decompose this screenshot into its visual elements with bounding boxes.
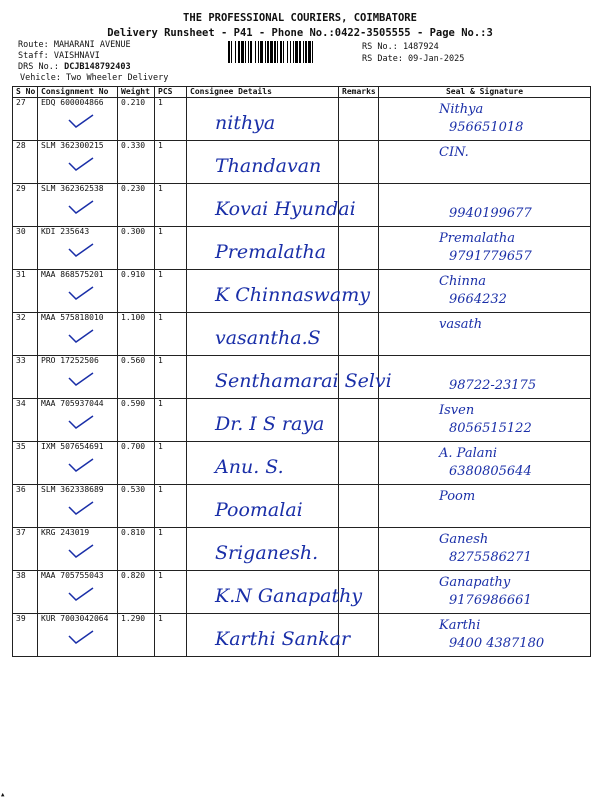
signature-text: Nithya [439,102,484,117]
signature-text: CIN. [439,145,469,160]
table-row [13,442,591,485]
consignee-name: vasantha.S [215,327,321,349]
signature-text: A. Palani [439,446,498,461]
cell-sno: 28 [13,141,38,184]
cell-consignee [187,141,339,184]
cell-pcs: 1 [155,270,187,313]
cell-consignment [38,399,118,442]
signature-text: Ganapathy [439,575,511,590]
corner-mark: ▴ [0,790,6,800]
cell-weight: 0.230 [118,184,155,227]
consignment-number: MAA 868575201 [41,270,104,279]
cell-remarks [339,442,379,485]
phone-number-text: 98722-23175 [449,378,537,393]
cell-sno: 29 [13,184,38,227]
rs-date: RS Date: 09-Jan-2025 [362,54,465,64]
phone-number-text: 9400 4387180 [449,636,545,651]
consignment-number: PRO 17252506 [41,356,99,365]
table-row [13,227,591,270]
barcode-image [228,41,352,63]
vehicle-text: Vehicle: Two Wheeler Delivery [20,73,169,83]
phone-number-text: 956651018 [449,120,524,135]
cell-pcs: 1 [155,184,187,227]
col-remarks: Remarks [339,87,379,98]
cell-consignee [187,485,339,528]
consignment-number: EDQ 600004866 [41,98,104,107]
consignee-name: Sriganesh. [215,542,319,564]
cell-weight: 0.560 [118,356,155,399]
cell-sno: 32 [13,313,38,356]
check-mark-icon [68,286,94,302]
consignment-number: KUR 7003042064 [41,614,109,623]
check-mark-icon [68,630,94,646]
consignee-name: Poomalai [215,499,303,521]
cell-pcs: 1 [155,227,187,270]
check-mark-icon [68,243,94,259]
consignee-name: K.N Ganapathy [215,585,363,607]
cell-consignee [187,614,351,657]
cell-remarks [339,528,379,571]
cell-weight: 0.330 [118,141,155,184]
consignment-number: SLM 362362538 [41,184,104,193]
cell-signature [379,356,591,399]
signature-text: Poom [439,489,476,504]
cell-weight: 0.820 [118,571,155,614]
cell-signature [379,98,591,141]
cell-pcs: 1 [155,528,187,571]
check-mark-icon [68,458,94,474]
consignee-name: Senthamarai Selvi [215,370,392,392]
col-sno: S No [13,87,38,98]
cell-consignment [38,313,118,356]
cell-signature [379,571,591,614]
phone-number-text: 8275586271 [449,550,532,565]
cell-sno: 30 [13,227,38,270]
cell-weight: 0.910 [118,270,155,313]
table-row [13,141,591,184]
table-row [13,356,591,399]
col-pcs: PCS [155,87,187,98]
cell-remarks [339,485,379,528]
cell-remarks [339,98,379,141]
consignee-name: nithya [215,112,276,134]
signature-text: Premalatha [439,231,515,246]
cell-consignee [187,571,363,614]
table-row [13,98,591,141]
table-row [13,313,591,356]
check-mark-icon [68,157,94,173]
consignment-number: MAA 705937044 [41,399,104,408]
cell-sno: 31 [13,270,38,313]
table-row [13,528,591,571]
table-row [13,270,591,313]
cell-pcs: 1 [155,313,187,356]
cell-signature [379,399,591,442]
cell-signature [379,270,591,313]
cell-sno: 38 [13,571,38,614]
cell-consignment [38,141,118,184]
table-row [13,614,591,657]
staff-text: Staff: VAISHNAVI [18,51,100,61]
consignment-number: MAA 575818010 [41,313,104,322]
consignee-name: Kovai Hyundai [215,198,356,220]
cell-pcs: 1 [155,356,187,399]
col-weight: Weight [118,87,155,98]
cell-sno: 33 [13,356,38,399]
col-consignee: Consignee Details [187,87,339,98]
phone-number-text: 9176986661 [449,593,532,608]
check-mark-icon [68,587,94,603]
cell-weight: 1.290 [118,614,155,657]
signature-text: Ganesh [439,532,489,547]
phone-number-text: 9791779657 [449,249,532,264]
consignment-number: MAA 705755043 [41,571,104,580]
cell-consignment [38,571,118,614]
consignee-name: Dr. I S raya [215,413,325,435]
col-consignment: Consignment No [38,87,118,98]
col-seal: Seal & Signature [379,87,591,98]
cell-consignee [187,184,356,227]
consignee-name: Anu. S. [215,456,284,478]
consignment-number: IXM 507654691 [41,442,104,451]
drs-label: DRS No.: [18,62,59,72]
cell-weight: 0.210 [118,98,155,141]
cell-signature [379,313,591,356]
route-text: Route: MAHARANI AVENUE [18,40,131,50]
cell-remarks [339,399,379,442]
cell-pcs: 1 [155,399,187,442]
cell-sno: 37 [13,528,38,571]
consignment-number: SLM 362338689 [41,485,104,494]
consignee-name: Premalatha [215,241,327,263]
cell-pcs: 1 [155,485,187,528]
drs-value: DCJB148792403 [64,62,131,72]
consignee-name: K Chinnaswamy [215,284,370,306]
page-title: THE PROFESSIONAL COURIERS, COIMBATORE [183,12,417,24]
cell-sno: 39 [13,614,38,657]
table-row [13,571,591,614]
cell-consignee [187,98,339,141]
table-row [13,184,591,227]
check-mark-icon [68,372,94,388]
cell-consignment [38,356,118,399]
phone-number-text: 8056515122 [449,421,532,436]
check-mark-icon [68,114,94,130]
cell-signature [379,141,591,184]
table-row [13,399,591,442]
cell-sno: 27 [13,98,38,141]
cell-consignment [38,442,118,485]
phone-number-text: 9664232 [449,292,507,307]
check-mark-icon [68,501,94,517]
cell-pcs: 1 [155,614,187,657]
cell-consignment [38,98,118,141]
cell-weight: 0.590 [118,399,155,442]
signature-text: vasath [439,317,483,332]
consignee-name: Karthi Sankar [215,628,351,650]
check-mark-icon [68,415,94,431]
consignee-name: Thandavan [215,155,322,177]
cell-weight: 1.100 [118,313,155,356]
cell-signature [379,614,591,657]
table-header-row [13,87,591,98]
rs-number: RS No.: 1487924 [362,42,439,52]
cell-consignee [187,270,370,313]
cell-signature [379,528,591,571]
cell-consignee [187,356,392,399]
runsheet-subtitle: Delivery Runsheet - P41 - Phone No.:0422-3505555 - Page No.:3 [107,27,493,39]
cell-consignment [38,614,118,657]
signature-text: Isven [439,403,475,418]
drs-number [18,62,131,72]
phone-number-text: 6380805644 [449,464,532,479]
cell-sno: 36 [13,485,38,528]
cell-consignee [187,313,339,356]
cell-weight: 0.530 [118,485,155,528]
cell-signature [379,184,591,227]
cell-consignment [38,227,118,270]
cell-sno: 34 [13,399,38,442]
signature-text: Chinna [439,274,486,289]
cell-pcs: 1 [155,571,187,614]
cell-weight: 0.300 [118,227,155,270]
cell-pcs: 1 [155,442,187,485]
cell-pcs: 1 [155,98,187,141]
cell-remarks [339,313,379,356]
check-mark-icon [68,200,94,216]
cell-weight: 0.700 [118,442,155,485]
consignment-number: KRG 243019 [41,528,90,537]
check-mark-icon [68,544,94,560]
cell-weight: 0.810 [118,528,155,571]
check-mark-icon [68,329,94,345]
cell-consignee [187,227,339,270]
cell-consignment [38,485,118,528]
runsheet-table [12,86,591,657]
cell-signature [379,442,591,485]
cell-signature [379,227,591,270]
cell-pcs: 1 [155,141,187,184]
cell-remarks [339,141,379,184]
consignment-number: SLM 362300215 [41,141,104,150]
cell-consignment [38,184,118,227]
table-row [13,485,591,528]
cell-consignee [187,399,339,442]
cell-signature [379,485,591,528]
cell-consignee [187,528,339,571]
cell-consignment [38,528,118,571]
cell-sno: 35 [13,442,38,485]
signature-text: Karthi [439,618,481,633]
cell-consignment [38,270,118,313]
cell-remarks [339,227,379,270]
cell-consignee [187,442,339,485]
phone-number-text: 9940199677 [449,206,532,221]
consignment-number: KDI 235643 [41,227,90,236]
